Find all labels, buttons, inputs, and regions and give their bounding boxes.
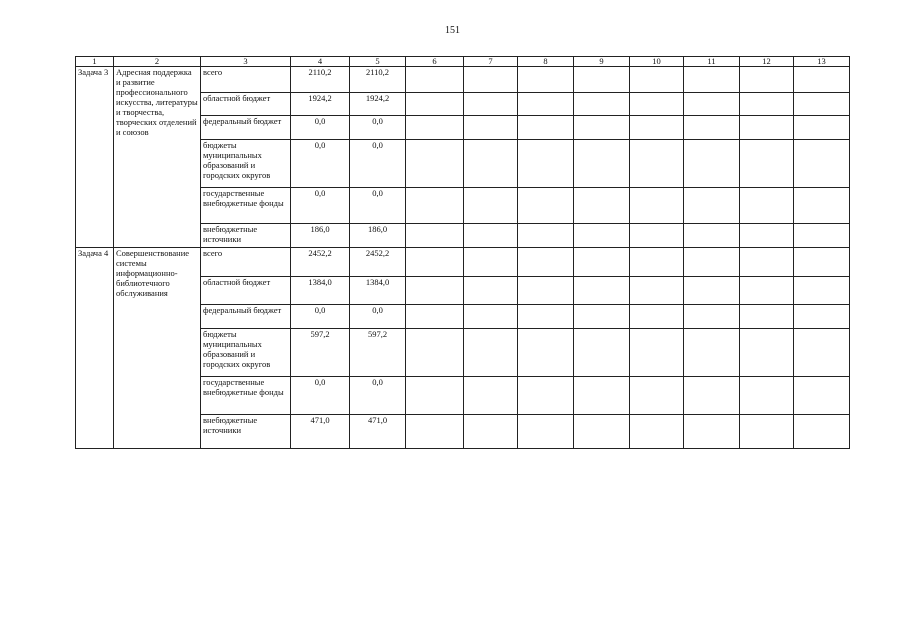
header-row xyxy=(76,57,850,67)
value-cell-col5: 0,0 xyxy=(350,140,406,188)
empty-cell-col13 xyxy=(794,224,850,248)
empty-cell-col12 xyxy=(740,305,794,329)
funding-source-cell: областной бюджет xyxy=(201,93,291,116)
empty-cell-col12 xyxy=(740,248,794,277)
empty-cell-col10 xyxy=(630,377,684,415)
empty-cell-col11 xyxy=(684,188,740,224)
value-cell-col5: 1384,0 xyxy=(350,277,406,305)
empty-cell-col11 xyxy=(684,140,740,188)
value-cell-col5: 1924,2 xyxy=(350,93,406,116)
empty-cell-col8 xyxy=(518,415,574,449)
empty-cell-col12 xyxy=(740,116,794,140)
empty-cell-col8 xyxy=(518,329,574,377)
empty-cell-col13 xyxy=(794,116,850,140)
empty-cell-col7 xyxy=(464,277,518,305)
empty-cell-col8 xyxy=(518,188,574,224)
value-cell-col5: 0,0 xyxy=(350,116,406,140)
empty-cell-col13 xyxy=(794,248,850,277)
empty-cell-col6 xyxy=(406,277,464,305)
empty-cell-col10 xyxy=(630,224,684,248)
empty-cell-col10 xyxy=(630,188,684,224)
value-cell-col4: 186,0 xyxy=(291,224,350,248)
value-cell-col5: 597,2 xyxy=(350,329,406,377)
empty-cell-col8 xyxy=(518,277,574,305)
empty-cell-col9 xyxy=(574,377,630,415)
empty-cell-col12 xyxy=(740,415,794,449)
empty-cell-col12 xyxy=(740,140,794,188)
value-cell-col4: 1384,0 xyxy=(291,277,350,305)
empty-cell-col13 xyxy=(794,67,850,93)
empty-cell-col6 xyxy=(406,116,464,140)
table-row xyxy=(76,67,850,93)
empty-cell-col9 xyxy=(574,67,630,93)
value-cell-col5: 0,0 xyxy=(350,377,406,415)
value-cell-col4: 471,0 xyxy=(291,415,350,449)
funding-source-cell: государственные внебюджетные фонды xyxy=(201,188,291,224)
funding-source-cell: областной бюджет xyxy=(201,277,291,305)
empty-cell-col7 xyxy=(464,116,518,140)
funding-source-cell: федеральный бюджет xyxy=(201,305,291,329)
value-cell-col4: 0,0 xyxy=(291,305,350,329)
column-header: 2 xyxy=(114,57,201,67)
empty-cell-col7 xyxy=(464,248,518,277)
empty-cell-col13 xyxy=(794,277,850,305)
empty-cell-col10 xyxy=(630,415,684,449)
value-cell-col4: 0,0 xyxy=(291,116,350,140)
empty-cell-col9 xyxy=(574,224,630,248)
column-header: 1 xyxy=(76,57,114,67)
column-header: 10 xyxy=(630,57,684,67)
empty-cell-col8 xyxy=(518,67,574,93)
funding-source-cell: внебюджетные источники xyxy=(201,415,291,449)
value-cell-col4: 0,0 xyxy=(291,188,350,224)
empty-cell-col7 xyxy=(464,93,518,116)
funding-source-cell: всего xyxy=(201,67,291,93)
empty-cell-col13 xyxy=(794,305,850,329)
empty-cell-col12 xyxy=(740,93,794,116)
empty-cell-col11 xyxy=(684,415,740,449)
value-cell-col5: 186,0 xyxy=(350,224,406,248)
empty-cell-col8 xyxy=(518,377,574,415)
empty-cell-col8 xyxy=(518,93,574,116)
column-header: 4 xyxy=(291,57,350,67)
empty-cell-col11 xyxy=(684,377,740,415)
empty-cell-col13 xyxy=(794,140,850,188)
empty-cell-col9 xyxy=(574,116,630,140)
table-body xyxy=(76,67,850,449)
empty-cell-col9 xyxy=(574,188,630,224)
empty-cell-col6 xyxy=(406,415,464,449)
empty-cell-col10 xyxy=(630,329,684,377)
empty-cell-col9 xyxy=(574,329,630,377)
empty-cell-col9 xyxy=(574,277,630,305)
empty-cell-col6 xyxy=(406,224,464,248)
empty-cell-col7 xyxy=(464,188,518,224)
column-header: 8 xyxy=(518,57,574,67)
empty-cell-col13 xyxy=(794,415,850,449)
empty-cell-col12 xyxy=(740,377,794,415)
task-number-cell: Задача 4 xyxy=(76,248,114,449)
column-header: 11 xyxy=(684,57,740,67)
empty-cell-col6 xyxy=(406,93,464,116)
empty-cell-col6 xyxy=(406,188,464,224)
value-cell-col4: 1924,2 xyxy=(291,93,350,116)
empty-cell-col9 xyxy=(574,93,630,116)
empty-cell-col11 xyxy=(684,329,740,377)
funding-source-cell: федеральный бюджет xyxy=(201,116,291,140)
empty-cell-col10 xyxy=(630,116,684,140)
empty-cell-col11 xyxy=(684,305,740,329)
empty-cell-col10 xyxy=(630,140,684,188)
empty-cell-col7 xyxy=(464,305,518,329)
empty-cell-col6 xyxy=(406,329,464,377)
empty-cell-col9 xyxy=(574,140,630,188)
column-header: 12 xyxy=(740,57,794,67)
empty-cell-col8 xyxy=(518,116,574,140)
funding-source-cell: бюджеты муниципальных образований и городских округов xyxy=(201,329,291,377)
empty-cell-col9 xyxy=(574,305,630,329)
empty-cell-col8 xyxy=(518,305,574,329)
task-name-cell: Адресная поддержка и развитие профессионального искусства, литературы и творчества, творческих отделений и союзов xyxy=(114,67,201,248)
empty-cell-col13 xyxy=(794,188,850,224)
empty-cell-col8 xyxy=(518,140,574,188)
empty-cell-col12 xyxy=(740,277,794,305)
funding-source-cell: государственные внебюджетные фонды xyxy=(201,377,291,415)
empty-cell-col13 xyxy=(794,93,850,116)
empty-cell-col11 xyxy=(684,248,740,277)
table-row xyxy=(76,248,850,277)
value-cell-col5: 471,0 xyxy=(350,415,406,449)
budget-table xyxy=(75,56,850,449)
value-cell-col5: 0,0 xyxy=(350,188,406,224)
empty-cell-col9 xyxy=(574,248,630,277)
empty-cell-col7 xyxy=(464,140,518,188)
task-name-cell: Совершенствование системы информационно-библиотечного обслуживания xyxy=(114,248,201,449)
empty-cell-col11 xyxy=(684,116,740,140)
value-cell-col4: 0,0 xyxy=(291,377,350,415)
funding-source-cell: внебюджетные источники xyxy=(201,224,291,248)
empty-cell-col7 xyxy=(464,329,518,377)
column-header: 7 xyxy=(464,57,518,67)
empty-cell-col8 xyxy=(518,248,574,277)
empty-cell-col13 xyxy=(794,329,850,377)
empty-cell-col6 xyxy=(406,140,464,188)
column-header: 6 xyxy=(406,57,464,67)
empty-cell-col10 xyxy=(630,277,684,305)
value-cell-col4: 0,0 xyxy=(291,140,350,188)
empty-cell-col7 xyxy=(464,377,518,415)
value-cell-col4: 597,2 xyxy=(291,329,350,377)
empty-cell-col8 xyxy=(518,224,574,248)
empty-cell-col13 xyxy=(794,377,850,415)
empty-cell-col10 xyxy=(630,248,684,277)
column-header: 13 xyxy=(794,57,850,67)
empty-cell-col12 xyxy=(740,188,794,224)
empty-cell-col9 xyxy=(574,415,630,449)
empty-cell-col10 xyxy=(630,305,684,329)
page-number: 151 xyxy=(445,25,460,36)
empty-cell-col11 xyxy=(684,277,740,305)
empty-cell-col7 xyxy=(464,67,518,93)
column-header: 9 xyxy=(574,57,630,67)
empty-cell-col6 xyxy=(406,248,464,277)
value-cell-col5: 0,0 xyxy=(350,305,406,329)
column-header: 5 xyxy=(350,57,406,67)
empty-cell-col7 xyxy=(464,224,518,248)
empty-cell-col7 xyxy=(464,415,518,449)
empty-cell-col12 xyxy=(740,329,794,377)
empty-cell-col11 xyxy=(684,93,740,116)
column-header: 3 xyxy=(201,57,291,67)
empty-cell-col6 xyxy=(406,377,464,415)
task-number-cell: Задача 3 xyxy=(76,67,114,248)
funding-source-cell: всего xyxy=(201,248,291,277)
empty-cell-col11 xyxy=(684,67,740,93)
empty-cell-col12 xyxy=(740,67,794,93)
funding-source-cell: бюджеты муниципальных образований и городских округов xyxy=(201,140,291,188)
empty-cell-col10 xyxy=(630,67,684,93)
empty-cell-col6 xyxy=(406,305,464,329)
empty-cell-col10 xyxy=(630,93,684,116)
value-cell-col4: 2110,2 xyxy=(291,67,350,93)
value-cell-col5: 2452,2 xyxy=(350,248,406,277)
value-cell-col4: 2452,2 xyxy=(291,248,350,277)
empty-cell-col6 xyxy=(406,67,464,93)
empty-cell-col12 xyxy=(740,224,794,248)
empty-cell-col11 xyxy=(684,224,740,248)
value-cell-col5: 2110,2 xyxy=(350,67,406,93)
